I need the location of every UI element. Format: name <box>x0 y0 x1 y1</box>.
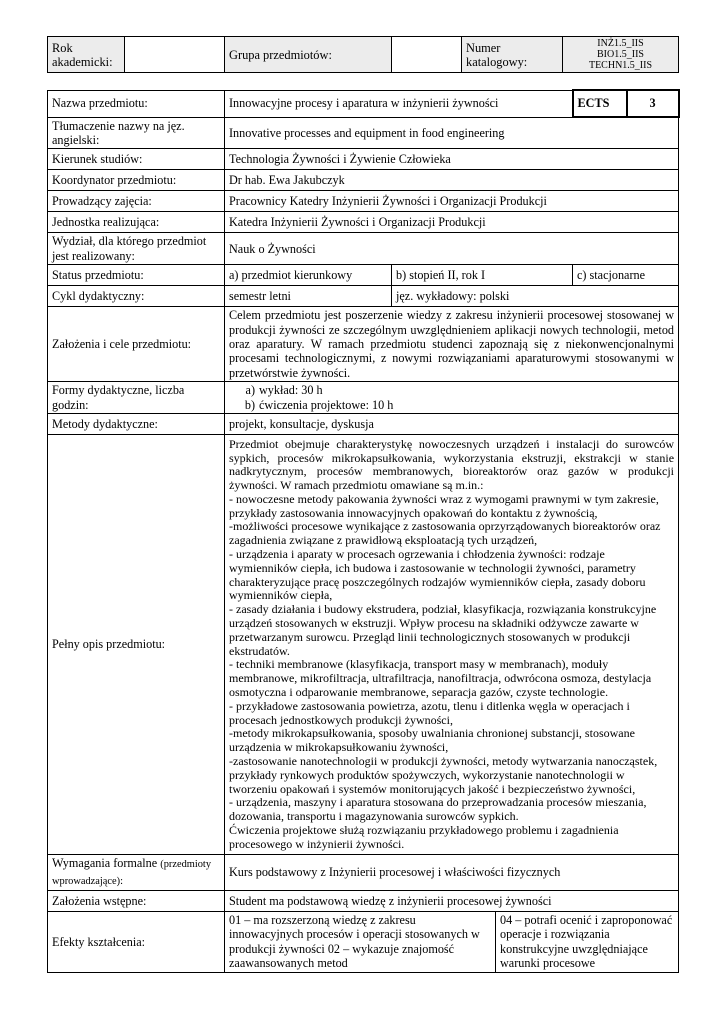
description-line: - przykładowe zastosowania powietrza, azotu, tlenu i ditlenka węgla w operacjach i <box>229 698 630 713</box>
learning-outcomes-left: 01 – ma rozszerzoną wiedzę z zakresu innowacyjnych procesów i operacji stosowanych w produkcji żywności 02 – wykazuje znajomość zaawansowanych metod <box>225 911 496 972</box>
description-line: tworzeniu opakowań i systemów monitorujących jakość i bezpieczeństwo żywności, <box>229 781 636 796</box>
row-forms <box>48 382 679 414</box>
unit-value: Katedra Inżynierii Żywności i Organizacji Produkcji <box>225 212 679 233</box>
catalog-number-value <box>563 37 679 73</box>
forms-item: b. ćwiczenia projektowe: 10 h <box>255 398 674 412</box>
faculty-value: Nauk o Żywności <box>225 233 679 265</box>
academic-year-label: Rok akademicki: <box>48 37 125 73</box>
methods-label: Metody dydaktyczne: <box>48 414 225 435</box>
methods-value: projekt, konsultacje, dyskusja <box>225 414 679 435</box>
cycle-value: semestr letni <box>225 286 392 307</box>
row-learning-outcomes <box>48 911 679 972</box>
coordinator-value: Dr hab. Ewa Jakubczyk <box>225 170 679 191</box>
forms-item: a. wykład: 30 h <box>255 383 674 397</box>
status-c: c) stacjonarne <box>573 265 679 286</box>
forms-value <box>225 382 679 414</box>
row-field-of-study <box>48 149 679 170</box>
description-line: -zastosowanie nanotechnologii w produkcji żywności, metody wytwarzania nanocząstek, <box>229 754 658 769</box>
status-b: b) stopień II, rok I <box>392 265 573 286</box>
description-line: membranowe, mikrofiltracja, ultrafiltracja, nanofiltracja, odwrócona osmoza, destylacja <box>229 671 652 686</box>
description-line: procesach jednostkowych produkcji żywności, <box>229 712 453 727</box>
course-group-label: Grupa przedmiotów: <box>225 37 392 73</box>
faculty-label: Wydział, dla którego przedmiot jest realizowany: <box>48 233 225 265</box>
description-line: nadkrytycznym, procesów membranowych, bioreaktorów oraz gazów w produkcji <box>229 464 675 479</box>
description-line: dozowania, transportu i magazynowania surowców sypkich. <box>229 809 519 824</box>
formal-requirements-label <box>48 855 225 891</box>
row-unit <box>48 212 679 233</box>
formal-requirements-title: Wymagania formalne <box>52 856 158 871</box>
prerequisites-value: Student ma podstawową wiedzę z inżynierii procesowej żywności <box>225 890 679 911</box>
row-full-description <box>48 435 679 855</box>
description-line: charakteryzujące pracę poszczególnych rodzajów wymienników ciepła, zasady doboru <box>229 574 646 589</box>
catalog-number-1: INŻ1.5_IIS <box>597 38 644 49</box>
formal-requirements-note: (przedmioty wprowadzające): <box>52 859 212 887</box>
description-line: żywności. W ramach przedmiotu omawiane są m.in.: <box>229 478 484 493</box>
row-instructors <box>48 191 679 212</box>
catalog-number-3: TECHN1.5_IIS <box>588 60 653 71</box>
english-name-value: Innovative processes and equipment in food engineering <box>225 117 679 149</box>
row-coordinator <box>48 170 679 191</box>
description-line: osmotyczna i odparowanie membranowe, separacja gazów, czyste technologie. <box>229 685 609 700</box>
description-line: przykłady rynkowych produktów spożywczych, wykorzystanie nanotechnologii w <box>229 767 625 782</box>
prerequisites-label: Założenia wstępne: <box>48 890 225 911</box>
unit-label: Jednostka realizująca: <box>48 212 225 233</box>
catalog-number-label: Numer katalogowy: <box>462 37 563 73</box>
goals-value: Celem przedmiotu jest poszerzenie wiedzy z zakresu inżynierii procesowej stosowanej w produkcji żywności ze szczególnym uwzględnieniem aplikacji nowych technologii, metod oraz aparatury. W ramach przedmiotu studenci zapoznają się z niekonwencjonalnymi procesami technologicznymi, z nowymi rozwiązaniami aparaturowymi stosowanymi w przetwórstwie żywności. <box>225 307 679 382</box>
instructors-value: Pracownicy Katedry Inżynierii Żywności i Organizacji Produkcji <box>225 191 679 212</box>
description-line: przetwarzanym surowcu. Przegląd linii technologicznych stosowanych w produkcji <box>229 629 631 644</box>
catalog-number-2: BIO1.5_IIS <box>597 49 644 60</box>
goals-label: Założenia i cele przedmiotu: <box>48 307 225 382</box>
full-description-value <box>225 435 679 855</box>
coordinator-label: Koordynator przedmiotu: <box>48 170 225 191</box>
row-methods <box>48 414 679 435</box>
course-name-label: Nazwa przedmiotu: <box>48 90 225 117</box>
description-line: zagadnienia związane z prawidłową eksploatacją tych urządzeń, <box>229 533 538 548</box>
description-line: ekstrudatów. <box>229 643 290 658</box>
instructors-label: Prowadzący zajęcia: <box>48 191 225 212</box>
description-line: -metody mikrokapsułkowania, sposoby uwalniania chronionej substancji, stosowane <box>229 726 635 741</box>
row-english-name <box>48 117 679 149</box>
ects-value: 3 <box>627 90 679 117</box>
english-name-label: Tłumaczenie nazwy na jęz. angielski: <box>48 117 225 149</box>
description-line: sypkich, procesów mikrokapsułkowania, wykorzystania ekstruzji, ekstrakcji w stanie <box>229 450 675 465</box>
row-course-name <box>48 90 679 117</box>
description-line: - urządzenia i aparaty w procesach ogrzewania i chłodzenia żywności: rodzaje <box>229 547 605 562</box>
description-line: przykłady zastosowania innowacyjnych opakowań do kontaktu z żywnością, <box>229 505 598 520</box>
full-description-label: Pełny opis przedmiotu: <box>48 435 225 855</box>
description-line: wymienników ciepła, ich budowa i zastosowanie w technologii żywności, parametry <box>229 560 636 575</box>
description-line: procesowego w inżynierii żywności. <box>229 836 405 851</box>
forms-label: Formy dydaktyczne, liczba godzin: <box>48 382 225 414</box>
header-table <box>47 36 679 73</box>
forms-list <box>229 383 674 412</box>
row-formal-requirements <box>48 855 679 891</box>
row-status <box>48 265 679 286</box>
description-line: - zasady działania i budowy ekstrudera, podział, klasyfikacja, rozwiązania konstrukcyjne <box>229 602 657 617</box>
academic-year-value[interactable] <box>125 37 225 73</box>
row-goals <box>48 307 679 382</box>
description-line: Przedmiot obejmuje charakterystykę nowoczesnych urządzeń i instalacji do surowców <box>229 436 675 451</box>
row-faculty <box>48 233 679 265</box>
description-line: - nowoczesne metody pakowania żywności wraz z wymogami prawnymi w tym zakresie, <box>229 491 659 506</box>
field-of-study-value: Technologia Żywności i Żywienie Człowieka <box>225 149 679 170</box>
status-a: a) przedmiot kierunkowy <box>225 265 392 286</box>
course-syllabus-table <box>47 89 680 973</box>
status-label: Status przedmiotu: <box>48 265 225 286</box>
description-line: Ćwiczenia projektowe służą rozwiązaniu przykładowego problemu i zagadnienia <box>229 823 619 838</box>
formal-requirements-value: Kurs podstawowy z Inżynierii procesowej i właściwości fizycznych <box>225 855 679 891</box>
course-name-value: Innowacyjne procesy i aparatura w inżynierii żywności <box>225 90 573 117</box>
row-prerequisites <box>48 890 679 911</box>
row-cycle <box>48 286 679 307</box>
description-line: - urządzenia, maszyny i aparatura stosowana do przeprowadzania procesów mieszania, <box>229 795 647 810</box>
description-line: urządzenia w mikrokapsułkowaniu żywności, <box>229 740 449 755</box>
cycle-label: Cykl dydaktyczny: <box>48 286 225 307</box>
description-line: - techniki membranowe (klasyfikacja, transport masy w membranach), moduły <box>229 657 609 672</box>
field-of-study-label: Kierunek studiów: <box>48 149 225 170</box>
language-value: jęz. wykładowy: polski <box>392 286 679 307</box>
description-line: -możliwości procesowe wynikające z zastosowania oprzyrządowanych bioreaktorów oraz <box>229 519 661 534</box>
course-group-value[interactable] <box>392 37 462 73</box>
learning-outcomes-right: 04 – potrafi ocenić i zaproponować operacje i rozwiązania konstrukcyjne uwzględniające warunki procesowe <box>496 911 679 972</box>
ects-label: ECTS <box>573 90 627 117</box>
description-line: urządzeń stosowanych w ekstruzji. Wpływ procesu na składniki odżywcze zawarte w <box>229 616 639 631</box>
description-line: wymienników ciepła, <box>229 588 333 603</box>
learning-outcomes-label: Efekty kształcenia: <box>48 911 225 972</box>
